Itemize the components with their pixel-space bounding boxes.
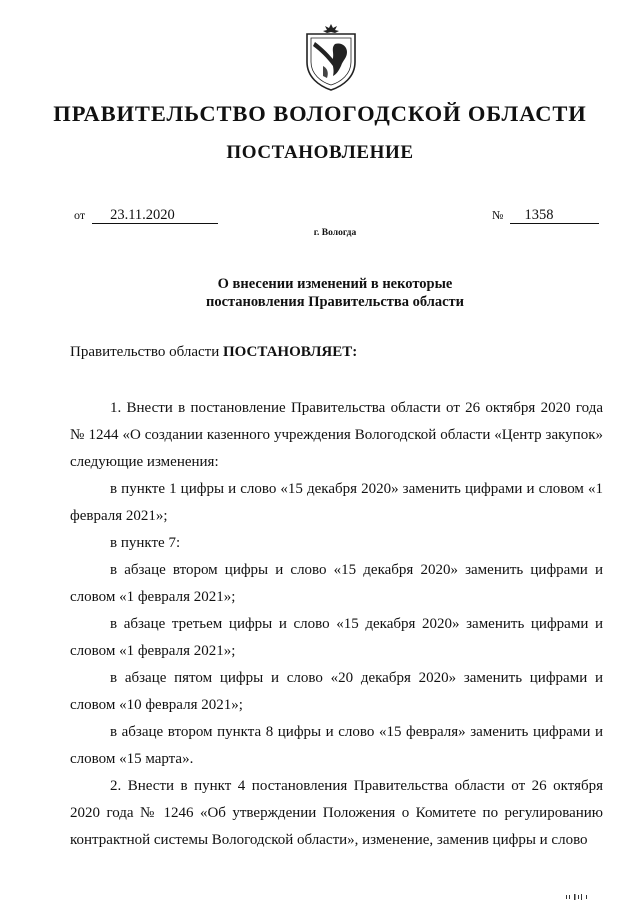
paragraph: в абзаце третьем цифры и слово «15 декабря 2020» заменить цифрами и словом «1 февраля 2021»; [70, 616, 603, 659]
paragraph: в абзаце втором пункта 8 цифры и слово «15 февраля» заменить цифрами и словом «15 марта». [70, 724, 603, 767]
number-field [492, 207, 599, 224]
barcode-mark-icon [566, 894, 590, 900]
date-field [74, 207, 218, 224]
preamble [70, 344, 357, 361]
subject-line-1: О внесении изменений в некоторые [217, 276, 453, 292]
paragraph: в пункте 7: [110, 535, 181, 551]
paragraph: в пункте 1 цифры и слово «15 декабря 2020» заменить цифрами и словом «1 февраля 2021»; [70, 481, 603, 524]
city-label: г. Вологда [313, 228, 357, 238]
document-type-title: ПОСТАНОВЛЕНИЕ [226, 142, 414, 163]
date-prefix: от [74, 208, 86, 222]
paragraph: в абзаце втором цифры и слово «15 декабря 2020» заменить цифрами и словом «1 февраля 2021»; [70, 562, 603, 605]
document-body [70, 395, 603, 854]
preamble-text: Правительство области [70, 344, 223, 360]
paragraph: 1. Внести в постановление Правительства области от 26 октября 2020 года № 1244 «О создании казенного учреждения Вологодской области «Центр закупок» следующие изменения: [70, 400, 603, 470]
document-subject [0, 275, 640, 311]
document-number: 1358 [510, 207, 599, 224]
document-date: 23.11.2020 [92, 207, 218, 224]
government-title: ПРАВИТЕЛЬСТВО ВОЛОГОДСКОЙ ОБЛАСТИ [53, 101, 587, 126]
subject-line-2: постановления Правительства области [205, 294, 465, 310]
coat-of-arms-emblem [301, 22, 361, 92]
number-prefix: № [492, 208, 504, 222]
paragraph: 2. Внести в пункт 4 постановления Правительства области от 26 октября 2020 года № 1246 «Об утверждении Положения о Комитете по регулированию контрактной системы Вологодской области», изменение, заменив цифры и слово [70, 778, 603, 848]
paragraph: в абзаце пятом цифры и слово «20 декабря 2020» заменить цифрами и словом «10 февраля 2021»; [70, 670, 603, 713]
preamble-emphasis: ПОСТАНОВЛЯЕТ: [222, 344, 358, 360]
